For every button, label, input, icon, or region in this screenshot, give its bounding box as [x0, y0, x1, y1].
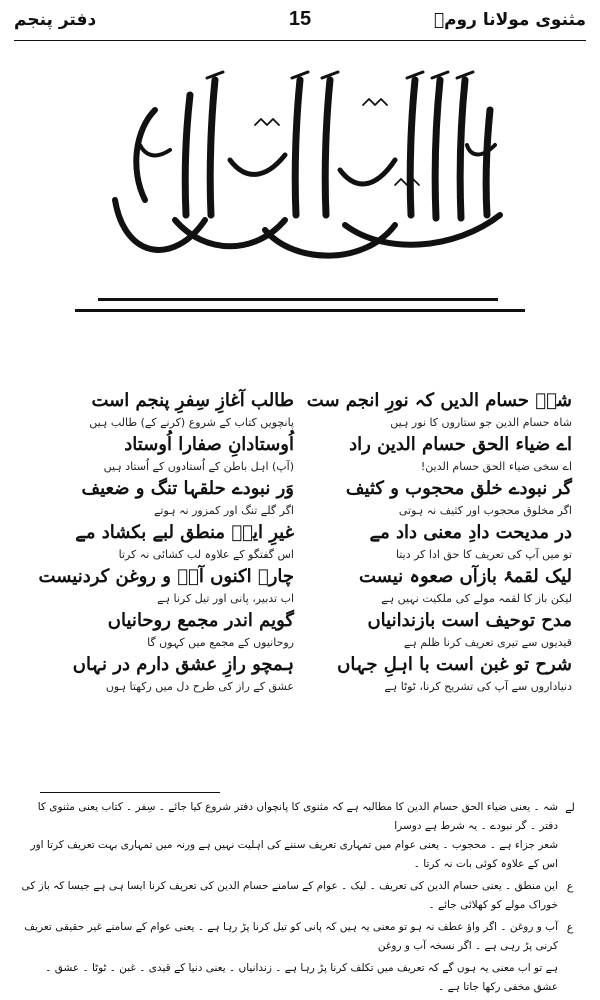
translation-line: اگر گلے تنگ اور کمزور نہ ہوتے — [153, 504, 294, 517]
divider-rule — [98, 298, 498, 301]
verse-line: لیک لقمۂ بازآں صعوہ نیست — [358, 566, 572, 587]
footnote — [18, 798, 582, 874]
verse-line: وَر نبودے حلقہا تنگ و ضعیف — [81, 478, 294, 499]
footnote-text: شعر جزاء ہے ۔ محجوب ۔ یعنی عوام میں تمہاری تعریف سننے کی اہلیت نہیں ہے ورنہ میں تمہاری بہت تعریف کرتا اور اس کے علاوہ کوئی بات نہ کرتا ۔ — [30, 839, 558, 870]
translation-line: (آپ) اہل باطن کے اُستادوں کے اُستاد ہیں — [103, 460, 294, 473]
verse-line: اے ضیاء الحق حسام الدین راد — [349, 434, 572, 455]
footnote-mark — [558, 959, 582, 997]
verse-line: مدح توحیف است بازندانیاں — [367, 610, 572, 631]
translation-line: اب تدبیر، پانی اور تیل کرنا ہے — [157, 592, 294, 605]
translation-line: قیدیوں سے تیری تعریف کرنا ظلم ہے — [403, 636, 572, 649]
header-rule — [14, 40, 586, 41]
book-title: مثنوی مولانا رومؒ — [433, 10, 586, 30]
translation-line: دنیاداروں سے آپ کی تشریح کرنا، ٹوٹا ہے — [384, 680, 572, 693]
verse-line: گویم اندر مجمع روحانیاں — [107, 610, 294, 631]
translation-line: اے سخی ضیاء الحق حسام الدین! — [420, 460, 572, 473]
verse-line: اُوستادانِ صفارا اُوستاد — [124, 434, 294, 455]
footnote-text: آب و روغن ۔ اگر واؤ عطف نہ ہو تو معنی یہ ہیں کہ پانی کو تیل کرنا پڑ رہا ہے ۔ یعنی عوام کے سامنے غیر حقیقی تعریف کرنی پڑ رہی ہے ۔ اگر نسخہ آب و روغن — [24, 921, 558, 952]
footnote-mark: ع — [566, 921, 574, 934]
verse-line: شہؔ حسام الدیں کہ نورِ انجم ست — [306, 390, 572, 411]
translation-line: شاہ حسام الدین جو ستاروں کا نور ہیں — [390, 416, 572, 429]
verse-line: غیرِ ایںؔ منطق لبے بکشاد مے — [75, 522, 294, 543]
footnote — [18, 918, 582, 956]
divider-rule — [75, 309, 525, 312]
footnote-mark: لے — [565, 801, 575, 814]
translation-line: عشق کے راز کی طرح دل میں رکھتا ہوں — [105, 680, 294, 693]
translation-line: لیکن باز کا لقمہ مولے کی ملکیت نہیں ہے — [381, 592, 572, 605]
verse-line: در مدیحت دادِ معنی داد مے — [369, 522, 572, 543]
verse-line: گر نبودے خلق محجوب و کثیف — [345, 478, 572, 499]
footnote-text: شہ ۔ یعنی ضیاء الحق حسام الدین کا مطالبہ ہے کہ مثنوی کا پانچواں دفتر شروع کیا جائے ۔ سِفر ۔ کتاب یعنی مثنوی کا دفتر ۔ گر نبودے ۔ یہ شرط ہے دوسرا — [37, 801, 558, 832]
footnote-text: ہے تو اب معنی یہ ہوں گے کہ تعریف میں تکلف کرنا پڑ رہا ہے ۔ زندانیاں ۔ یعنی دنیا کے قیدی ۔ غبن ۔ ٹوٹا ۔ عشق ۔ عشق مخفی رکھا جاتا ہے ۔ — [45, 962, 558, 993]
footnotes — [18, 798, 582, 1000]
translation-line: روحانیوں کے مجمع میں کہوں گا — [147, 636, 294, 649]
verse-line: چارہ اکنوں آبؔ و روغن کردنیست — [38, 566, 294, 587]
footnote-text: این منطق ۔ یعنی حسام الدین کی تعریف ۔ لیک ۔ عوام کے سامنے حسام الدین کی تعریف کرنا ایسا ہی ہے جیسا کہ باز کی خوراک مولے کو کھلائی جائے ۔ — [21, 880, 558, 911]
section-title: دفتر پنجم — [14, 10, 97, 30]
translation-line: تو میں آپ کی تعریف کا حق ادا کر دیتا — [395, 548, 572, 561]
translation-line: اگر مخلوق محجوب اور کثیف نہ ہوتی — [398, 504, 572, 517]
verse-line: شرح تو غبن است با اہلِ جہاں — [337, 654, 572, 675]
footnote-mark: ع — [566, 880, 574, 893]
verse-column-left — [38, 390, 294, 698]
footnote-rule — [40, 792, 220, 793]
verse-column-right — [306, 390, 572, 698]
translation-line: اس گفتگو کے علاوہ لب کشائی نہ کرتا — [118, 548, 294, 561]
footnote — [18, 877, 582, 915]
page-number: 15 — [288, 8, 312, 30]
verse-line: ہمچو رازِ عشق دارم در نہاں — [72, 654, 294, 675]
bismillah-calligraphy — [95, 50, 515, 270]
translation-line: پانچویں کتاب کے شروع (کرنے کے) طالب ہیں — [89, 416, 294, 429]
footnote — [18, 959, 582, 997]
page-header — [14, 8, 586, 38]
verse-line: طالب آغازِ سِفرِ پنجم است — [91, 390, 294, 411]
